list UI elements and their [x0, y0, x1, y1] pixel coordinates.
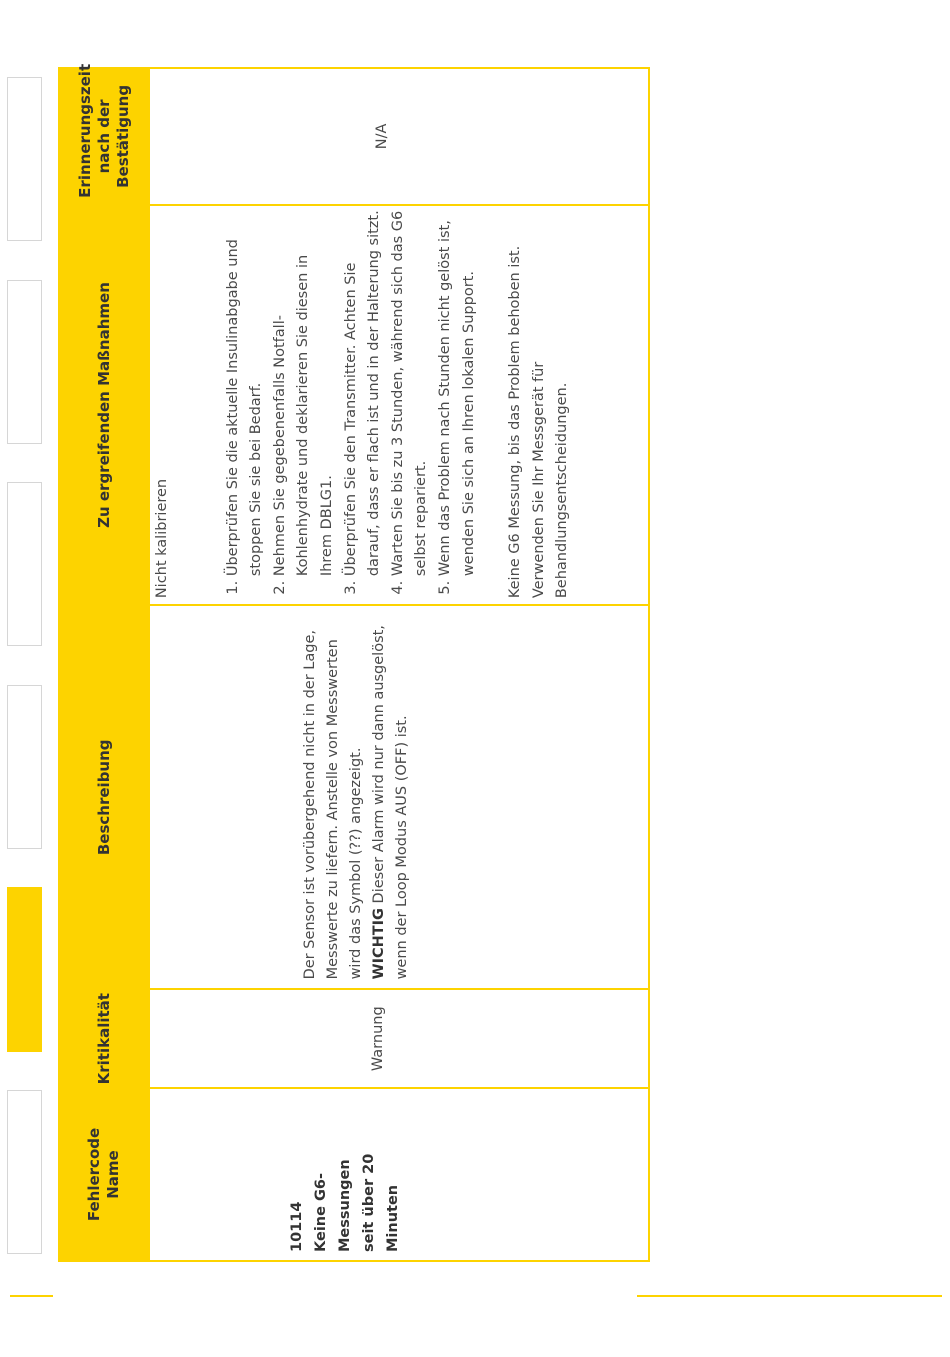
tab-5[interactable]	[7, 280, 42, 444]
criticality-value: Warnung	[370, 1006, 386, 1072]
cell-code	[149, 1088, 649, 1261]
header-reminder: Erinnerungszeit nach der Bestätigung	[59, 68, 149, 205]
list-item: 2. Nehmen Sie gegebenenfalls Notfall-Kohlenhydrate und deklarieren Sie diesen in Ihrem DBLG1.	[269, 210, 340, 576]
description-main: Der Sensor ist vorübergehend nicht in der Lage, Messwerte zu liefern. Anstelle von Messwerten wird das Symbol (??) angezeigt.	[302, 630, 364, 980]
tab-1[interactable]	[7, 1090, 42, 1254]
actions-intro: Nicht kalibrieren	[154, 478, 170, 599]
list-item: 4. Warten Sie bis zu 3 Stunden, während sich das G6 selbst repariert.	[387, 210, 434, 576]
error-table	[58, 63, 650, 1262]
header-description: Beschreibung	[59, 605, 149, 989]
table-row	[149, 68, 649, 1261]
list-item: 3. Überprüfen Sie den Transmitter. Achten Sie darauf, dass er flach ist und in der Halterung sitzt.	[340, 210, 387, 576]
tab-6[interactable]	[7, 77, 42, 241]
header-actions: Zu ergreifenden Maßnahmen	[59, 205, 149, 605]
header-code: Fehlercode Name	[59, 1088, 149, 1261]
error-code: 10114	[289, 1201, 305, 1252]
list-item: 5. Wenn das Problem nach Stunden nicht gelöst ist, wenden Sie sich an Ihren lokalen Support.	[434, 210, 481, 576]
footer-rule-left	[10, 1295, 53, 1297]
error-table-container	[58, 63, 650, 1262]
cell-description	[149, 605, 649, 989]
header-criticality: Kritikalität	[59, 989, 149, 1088]
tab-3[interactable]	[7, 685, 42, 849]
reminder-value: N/A	[374, 123, 390, 150]
list-item: 1. Überprüfen Sie die aktuelle Insulinabgabe und stoppen Sie sie bei Bedarf.	[222, 210, 269, 576]
cell-criticality	[149, 989, 649, 1088]
actions-steps	[222, 210, 482, 598]
actions-outro: Keine G6 Messung, bis das Problem behoben ist. Verwenden Sie Ihr Messgerät für Behandlungsentscheidungen.	[507, 245, 571, 599]
table-header-row	[59, 68, 149, 1261]
footer-rule-right	[637, 1295, 942, 1297]
description-note: Dieser Alarm wird nur dann ausgelöst, wenn der Loop Modus AUS (OFF) ist.	[371, 625, 410, 980]
tab-2[interactable]	[7, 887, 42, 1052]
cell-actions	[149, 205, 649, 605]
cell-reminder	[149, 68, 649, 205]
description-text	[150, 606, 414, 988]
description-important: WICHTIG	[371, 908, 387, 980]
tab-4[interactable]	[7, 482, 42, 646]
error-name: Keine G6-Messungen seit über 20 Minuten	[313, 1153, 401, 1252]
